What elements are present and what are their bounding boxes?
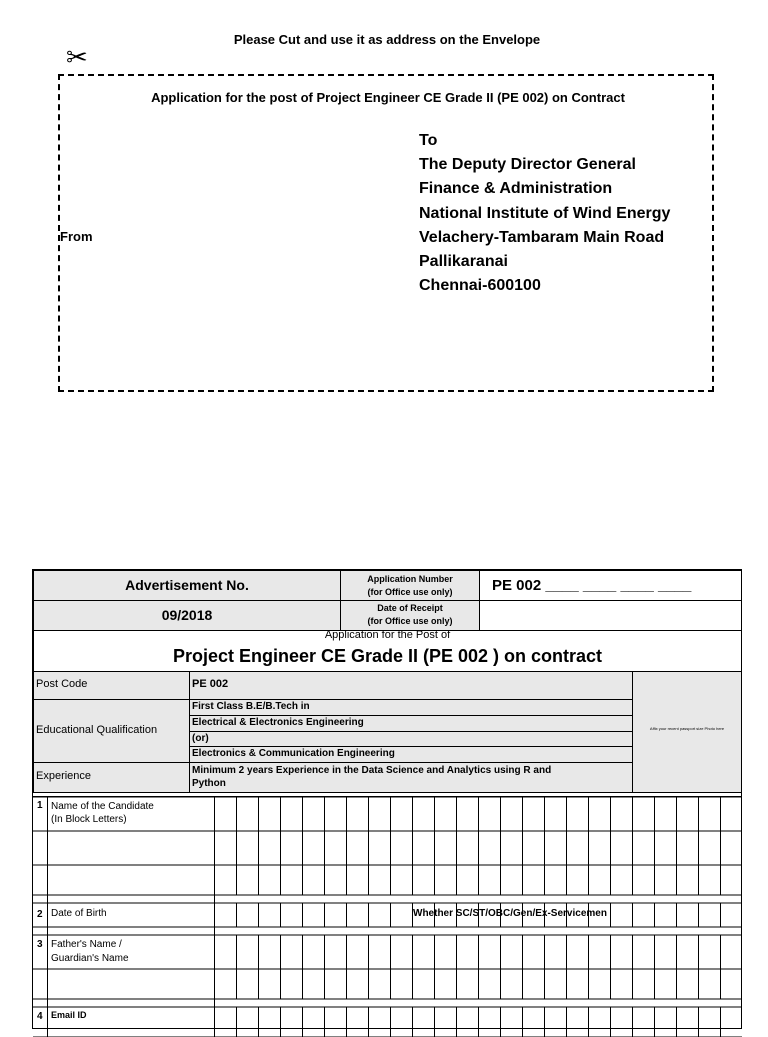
experience-label: Experience [33, 762, 190, 793]
photo-placeholder[interactable]: Affix your recent passport size Photo here [632, 671, 742, 793]
edu-line: Electronics & Communication Engineering [189, 746, 633, 763]
cut-instruction: Please Cut and use it as address on the Envelope [233, 32, 541, 47]
edu-qualification-label: Educational Qualification [33, 699, 190, 763]
email-label: Email ID [51, 1010, 87, 1020]
experience-line: Minimum 2 years Experience in the Data Science and Analytics using R and [192, 765, 552, 776]
letter-box-grid[interactable] [33, 797, 742, 1037]
to-line: Velachery-Tambaram Main Road [419, 228, 665, 246]
envelope-title: Application for the post of Project Engineer CE Grade II (PE 002) on Contract [151, 90, 625, 105]
advertisement-label-cell [33, 570, 341, 601]
advertisement-value-cell [33, 600, 341, 631]
date-of-receipt-label-line: (for Office use only) [367, 616, 453, 626]
application-number-label-line: (for Office use only) [367, 587, 453, 597]
category-label: Whether SC/ST/OBC/Gen/Ex-Servicemen [413, 908, 607, 919]
row-number: 4 [37, 1011, 43, 1022]
from-label: From [60, 229, 93, 244]
to-line: National Institute of Wind Energy [419, 204, 671, 222]
scissors-icon: ✂ [66, 42, 88, 72]
post-title-cell [33, 630, 742, 672]
candidate-name-label-line: (In Block Letters) [51, 814, 127, 825]
post-title: Project Engineer CE Grade II (PE 002 ) on contract [172, 646, 603, 666]
candidate-details-grid [33, 797, 742, 1037]
edu-line: First Class B.E/B.Tech in [189, 699, 633, 716]
advertisement-value: 09/2018 [161, 607, 213, 623]
application-number-label-line: Application Number [367, 574, 453, 584]
post-code-label: Post Code [33, 671, 190, 700]
row-number: 1 [37, 800, 43, 811]
advertisement-label: Advertisement No. [125, 577, 249, 593]
dob-label: Date of Birth [51, 908, 107, 919]
father-name-label-line: Guardian's Name [51, 953, 129, 964]
to-line: Finance & Administration [419, 180, 613, 198]
experience-line: Python [192, 778, 226, 789]
date-of-receipt-field[interactable] [479, 600, 742, 631]
to-line: To [419, 132, 438, 149]
application-number-value: PE 002 ____ ____ ____ ____ [479, 570, 742, 601]
to-address [419, 129, 670, 298]
experience-value [189, 762, 633, 793]
application-form [32, 569, 742, 1029]
row-number: 2 [37, 909, 43, 920]
post-of-label: Application for the Post of [324, 629, 451, 641]
to-line: The Deputy Director General [419, 156, 636, 174]
date-of-receipt-label [340, 600, 480, 631]
to-line: Chennai-600100 [419, 277, 541, 295]
row-number: 3 [37, 939, 43, 950]
edu-line: Electrical & Electronics Engineering [189, 715, 633, 732]
edu-line: (or) [189, 731, 633, 748]
father-name-label-line: Father's Name / [51, 939, 122, 950]
application-number-label [340, 570, 480, 601]
to-line: Pallikaranai [419, 253, 508, 271]
candidate-name-label-line: Name of the Candidate [51, 801, 154, 812]
post-code-value: PE 002 [189, 671, 633, 700]
date-of-receipt-label-line: Date of Receipt [377, 603, 443, 613]
